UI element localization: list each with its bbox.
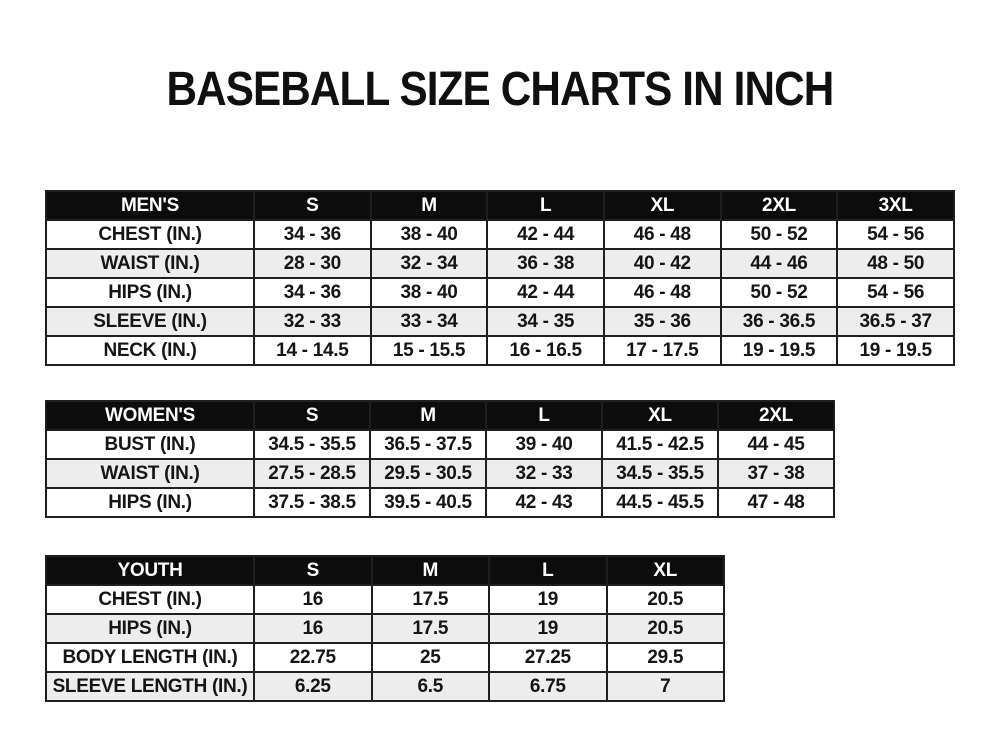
table-row: [46, 672, 724, 701]
row-label: BUST (IN.): [46, 430, 254, 459]
size-value: 28 - 30: [254, 249, 371, 278]
youth-size-chart-table: [45, 555, 725, 702]
column-header: M: [371, 191, 488, 220]
table-row: [46, 430, 834, 459]
table-row: [46, 220, 954, 249]
size-value: 36.5 - 37: [837, 307, 954, 336]
size-value: 20.5: [607, 585, 725, 614]
size-value: 50 - 52: [721, 278, 838, 307]
size-value: 22.75: [254, 643, 372, 672]
size-value: 40 - 42: [604, 249, 721, 278]
size-value: 34.5 - 35.5: [602, 459, 718, 488]
size-value: 38 - 40: [371, 220, 488, 249]
size-value: 19: [489, 585, 607, 614]
header-row: [46, 191, 954, 220]
size-value: 36.5 - 37.5: [370, 430, 486, 459]
size-value: 16 - 16.5: [487, 336, 604, 365]
size-value: 33 - 34: [371, 307, 488, 336]
size-value: 17.5: [372, 585, 490, 614]
column-header: XL: [604, 191, 721, 220]
table-row: [46, 249, 954, 278]
womens-size-chart: [45, 400, 835, 518]
table-row: [46, 585, 724, 614]
column-header: L: [487, 191, 604, 220]
womens-size-chart-table: [45, 400, 835, 518]
youth-size-chart: [45, 555, 725, 702]
size-value: 6.5: [372, 672, 490, 701]
column-header: S: [254, 401, 370, 430]
size-value: 27.25: [489, 643, 607, 672]
column-header: 2XL: [718, 401, 834, 430]
size-value: 19: [489, 614, 607, 643]
size-value: 34.5 - 35.5: [254, 430, 370, 459]
size-value: 39 - 40: [486, 430, 602, 459]
row-label: WAIST (IN.): [46, 249, 254, 278]
row-label: HIPS (IN.): [46, 278, 254, 307]
size-value: 39.5 - 40.5: [370, 488, 486, 517]
table-row: [46, 278, 954, 307]
table-row: [46, 488, 834, 517]
column-header: XL: [602, 401, 718, 430]
size-value: 6.75: [489, 672, 607, 701]
table-title-cell: WOMEN'S: [46, 401, 254, 430]
size-value: 38 - 40: [371, 278, 488, 307]
size-value: 37 - 38: [718, 459, 834, 488]
size-value: 29.5: [607, 643, 725, 672]
size-value: 54 - 56: [837, 278, 954, 307]
row-label: HIPS (IN.): [46, 488, 254, 517]
page-title: BASEBALL SIZE CHARTS IN INCH: [166, 63, 834, 116]
column-header: L: [489, 556, 607, 585]
row-label: CHEST (IN.): [46, 585, 254, 614]
row-label: NECK (IN.): [46, 336, 254, 365]
size-value: 42 - 44: [487, 220, 604, 249]
size-value: 32 - 33: [254, 307, 371, 336]
size-value: 41.5 - 42.5: [602, 430, 718, 459]
row-label: BODY LENGTH (IN.): [46, 643, 254, 672]
row-label: SLEEVE (IN.): [46, 307, 254, 336]
header-row: [46, 556, 724, 585]
size-value: 50 - 52: [721, 220, 838, 249]
size-value: 44 - 45: [718, 430, 834, 459]
size-value: 54 - 56: [837, 220, 954, 249]
column-header: M: [372, 556, 490, 585]
table-row: [46, 459, 834, 488]
size-value: 48 - 50: [837, 249, 954, 278]
size-value: 7: [607, 672, 725, 701]
header-row: [46, 401, 834, 430]
size-value: 32 - 33: [486, 459, 602, 488]
size-value: 46 - 48: [604, 278, 721, 307]
column-header: S: [254, 191, 371, 220]
size-value: 42 - 44: [487, 278, 604, 307]
column-header: XL: [607, 556, 725, 585]
size-value: 42 - 43: [486, 488, 602, 517]
size-value: 29.5 - 30.5: [370, 459, 486, 488]
size-value: 36 - 36.5: [721, 307, 838, 336]
size-value: 25: [372, 643, 490, 672]
table-row: [46, 643, 724, 672]
size-value: 16: [254, 585, 372, 614]
size-value: 27.5 - 28.5: [254, 459, 370, 488]
column-header: 2XL: [721, 191, 838, 220]
column-header: L: [486, 401, 602, 430]
size-value: 36 - 38: [487, 249, 604, 278]
row-label: WAIST (IN.): [46, 459, 254, 488]
size-value: 46 - 48: [604, 220, 721, 249]
mens-size-chart-table: [45, 190, 955, 366]
column-header: 3XL: [837, 191, 954, 220]
row-label: SLEEVE LENGTH (IN.): [46, 672, 254, 701]
table-row: [46, 307, 954, 336]
size-value: 15 - 15.5: [371, 336, 488, 365]
size-value: 34 - 36: [254, 278, 371, 307]
size-value: 47 - 48: [718, 488, 834, 517]
title-container: [0, 62, 1000, 117]
row-label: HIPS (IN.): [46, 614, 254, 643]
table-title-cell: YOUTH: [46, 556, 254, 585]
size-value: 37.5 - 38.5: [254, 488, 370, 517]
table-row: [46, 614, 724, 643]
size-value: 44.5 - 45.5: [602, 488, 718, 517]
size-value: 19 - 19.5: [837, 336, 954, 365]
column-header: S: [254, 556, 372, 585]
table-title-cell: MEN'S: [46, 191, 254, 220]
size-value: 6.25: [254, 672, 372, 701]
size-value: 32 - 34: [371, 249, 488, 278]
table-row: [46, 336, 954, 365]
size-value: 35 - 36: [604, 307, 721, 336]
size-value: 17 - 17.5: [604, 336, 721, 365]
row-label: CHEST (IN.): [46, 220, 254, 249]
size-value: 20.5: [607, 614, 725, 643]
column-header: M: [370, 401, 486, 430]
size-value: 19 - 19.5: [721, 336, 838, 365]
size-value: 44 - 46: [721, 249, 838, 278]
size-value: 17.5: [372, 614, 490, 643]
mens-size-chart: [45, 190, 955, 366]
size-value: 34 - 35: [487, 307, 604, 336]
size-value: 14 - 14.5: [254, 336, 371, 365]
size-value: 16: [254, 614, 372, 643]
size-value: 34 - 36: [254, 220, 371, 249]
